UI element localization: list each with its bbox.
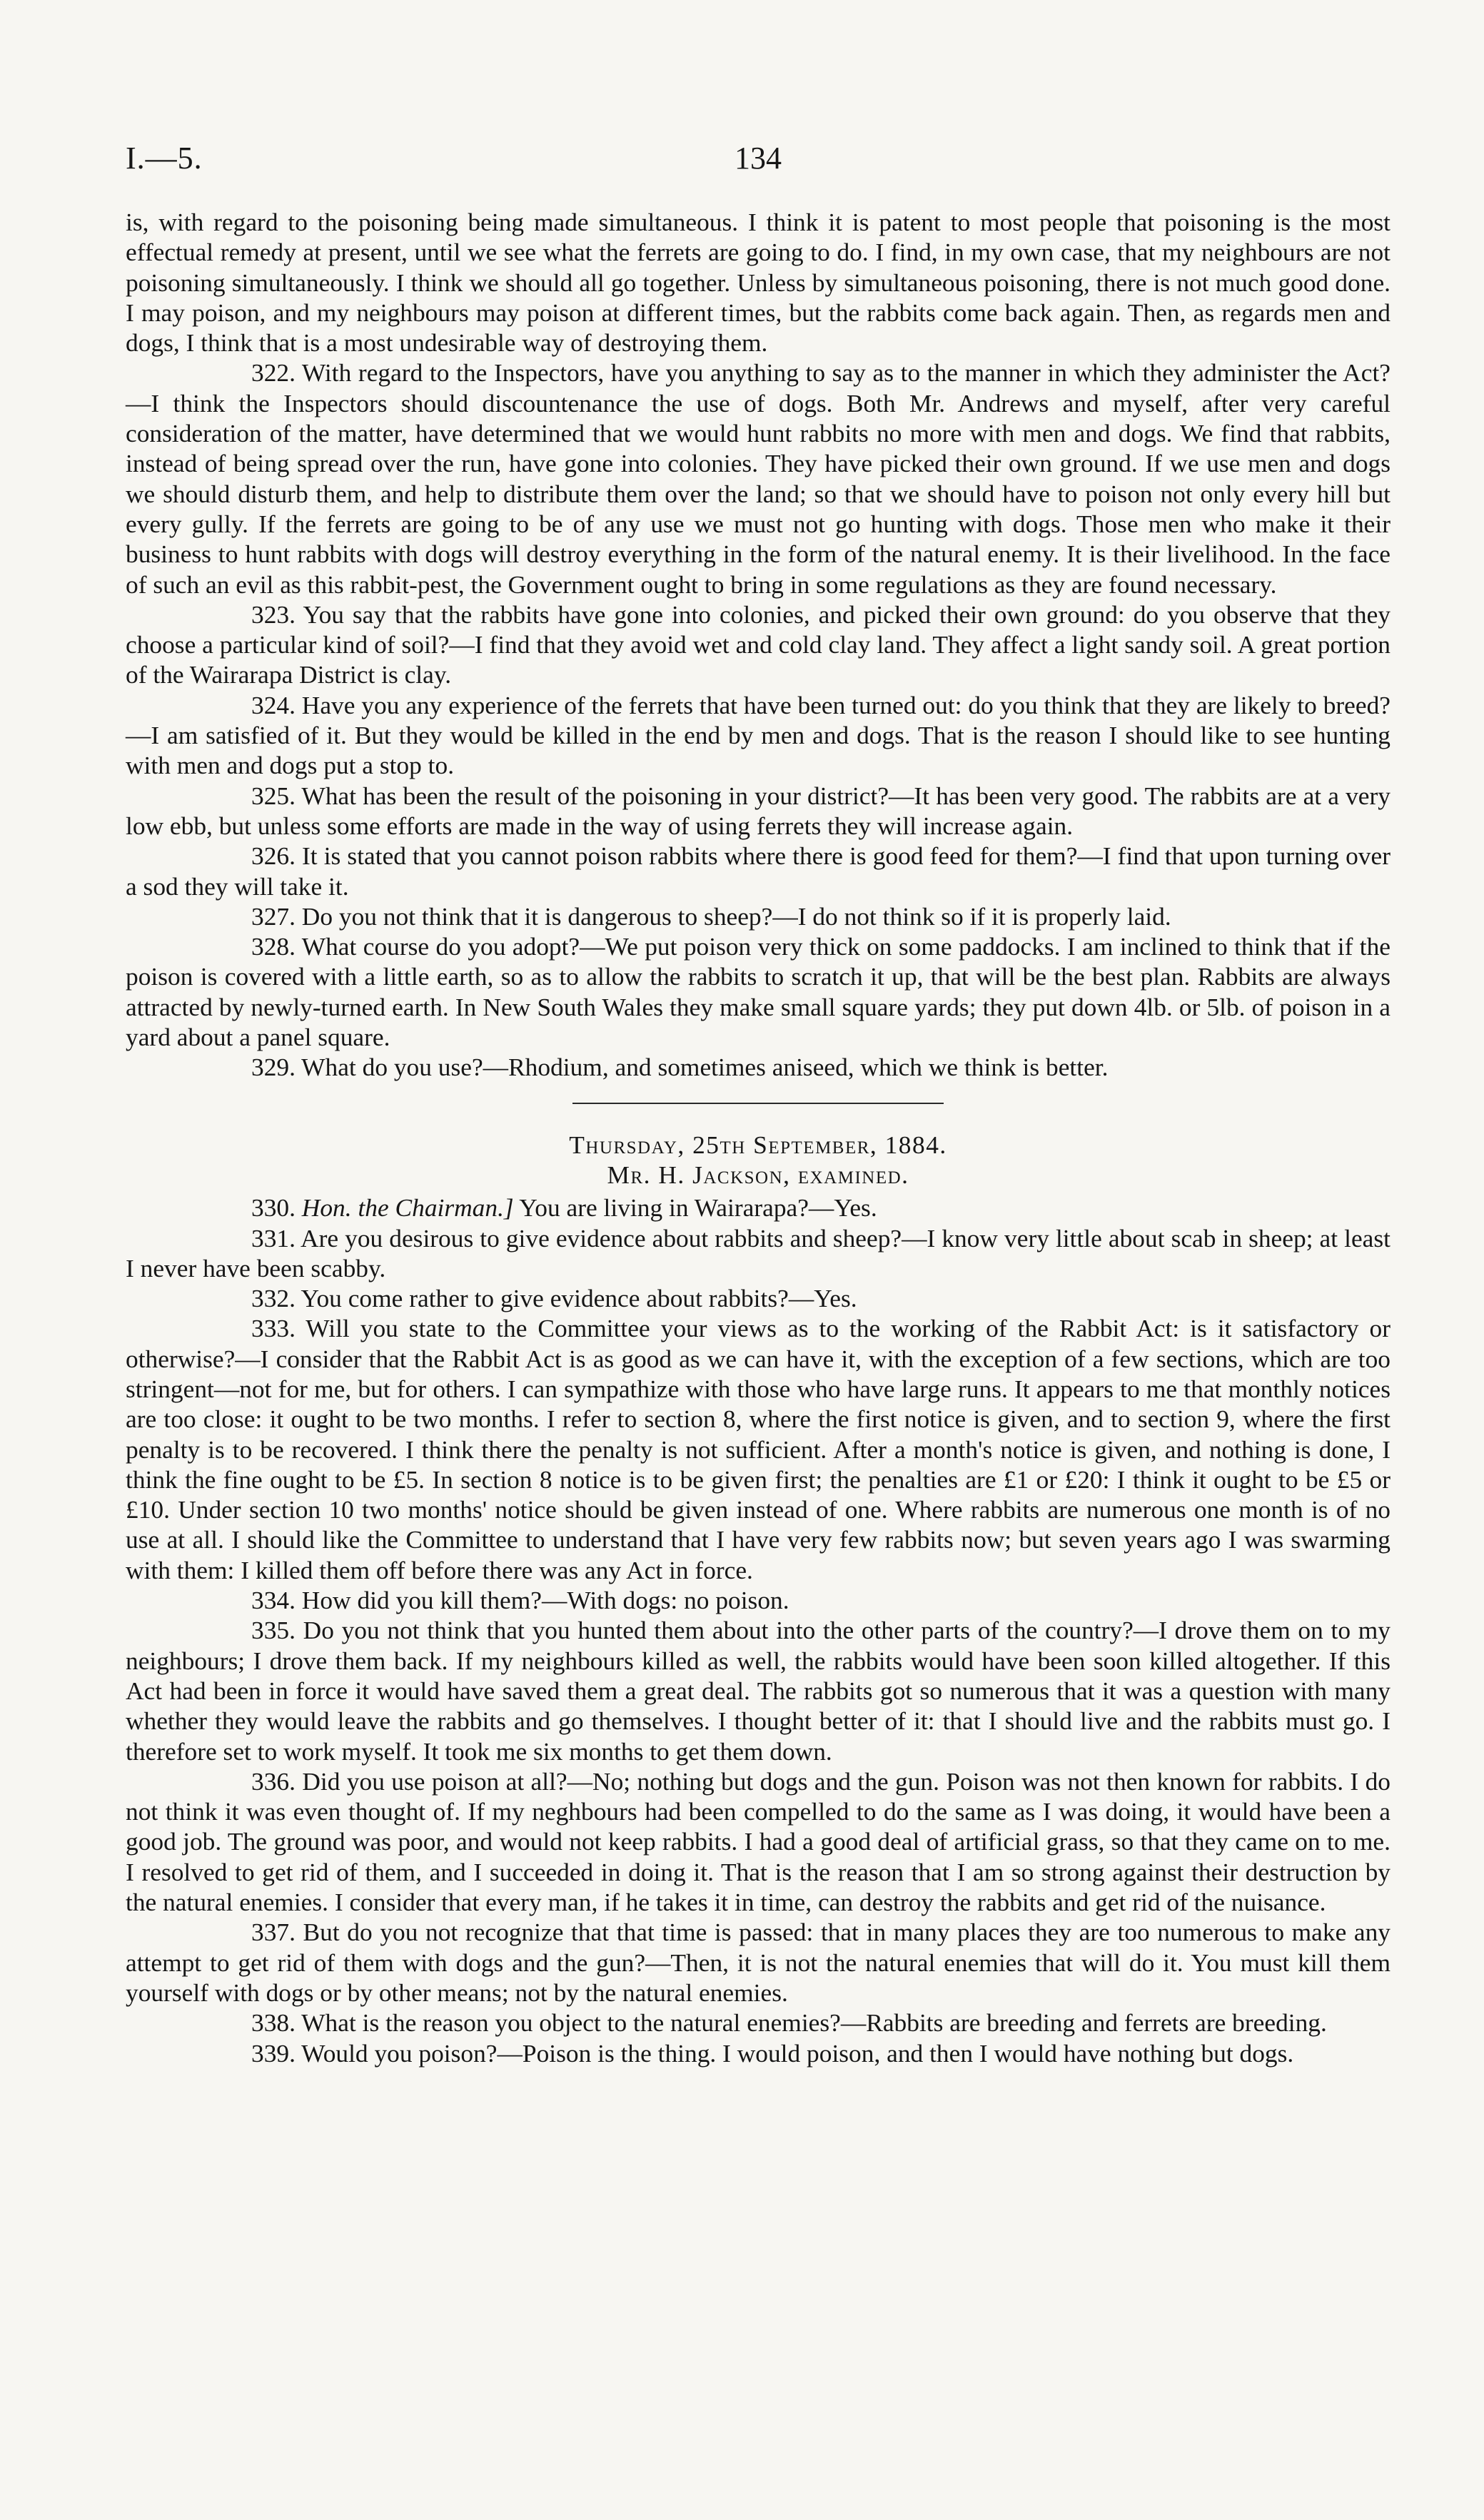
paragraph: 332. You come rather to give evidence about rabbits?—Yes. [251, 1284, 857, 1313]
paragraph: 325. What has been the result of the poisoning in your district?—It has been very good. The rabbits are at a very low ebb, but unless some efforts are made in the way of using ferrets they will increase again. [126, 781, 1390, 840]
question-text: You are living in Wairarapa?—Yes. [519, 1193, 877, 1223]
document-body [126, 207, 1390, 2068]
paragraph: 329. What do you use?—Rhodium, and sometimes aniseed, which we think is better. [251, 1053, 1109, 1082]
page-number: 134 [735, 141, 782, 176]
page-header [126, 140, 1390, 183]
document-reference: I.—5. [126, 141, 203, 176]
paragraph: is, with regard to the poisoning being made simultaneous. I think it is patent to most people that poisoning is the most effectual remedy at present, until we see what the ferrets are going to do. I find, in my own case, that my neighbours are not poisoning simultaneously. I think we should all go together. Unless by simultaneous poisoning, there is not much good done. I may poison, and my neighbours may poison at different times, but the rabbits come back again. Then, as regards men and dogs, I think that is a most undesirable way of destroying them. [126, 208, 1390, 358]
paragraph: 338. What is the reason you object to the natural enemies?—Rabbits are breeding and ferrets are breeding. [251, 2008, 1327, 2038]
question-number: 330. [251, 1193, 296, 1223]
speaker-label: Hon. the Chairman.] [301, 1193, 514, 1223]
paragraph [126, 1193, 1390, 1223]
paragraph: 322. With regard to the Inspectors, have you anything to say as to the manner in which they administer the Act?—I think the Inspectors should discountenance the use of dogs. Both Mr. Andrews and myself, after very careful consideration of the matter, have determined that we would hunt rabbits no more with men and dogs. We find that rabbits, instead of being spread over the run, have gone into colonies. They have picked their own ground. If we use men and dogs we should disturb them, and help to distribute them over the land; so that we should have to poison not only every hill but every gully. If the ferrets are going to be of any use we must not go hunting with dogs. Those men who make it their business to hunt rabbits with dogs will destroy everything in the form of the natural enemy. It is their livelihood. In the face of such an evil as this rabbit-pest, the Government ought to bring in some regulations as they are found necessary. [126, 358, 1390, 599]
paragraph: 336. Did you use poison at all?—No; nothing but dogs and the gun. Poison was not then known for rabbits. I do not think it was even thought of. If my neghbours had been compelled to do the same as I was doing, it would have been a good job. The ground was poor, and would not keep rabbits. I had a good deal of artificial grass, so that they came on to me. I resolved to get rid of them, and I succeeded in doing it. That is the reason that I am so strong against their destruction by the natural enemies. I consider that every man, if he takes it in time, can destroy the rabbits and get rid of the nuisance. [126, 1766, 1390, 1917]
paragraph: 333. Will you state to the Committee your views as to the working of the Rabbit Act: is it satisfactory or otherwise?—I consider that the Rabbit Act is as good as we can have it, with the exception of a few sections, which are too stringent—not for me, but for others. I can sympathize with those who have large runs. It appears to me that monthly notices are too close: it ought to be two months. I refer to section 8, where the first notice is given, and to section 9, where the first penalty is to be recovered. I think there the penalty is not sufficient. After a month's notice is given, and nothing is done, I think the fine ought to be £5. In section 8 notice is to be given first; the penalties are £1 or £20: I think it ought to be £5 or £10. Under section 10 two months' notice should be given instead of one. Where rabbits are numerous one month is of no use at all. I should like the Committee to understand that I have very few rabbits now; but seven years ago I was swarming with them: I killed them off before there was any Act in force. [126, 1314, 1390, 1584]
paragraph: 339. Would you poison?—Poison is the thing. I would poison, and then I would have nothing but dogs. [251, 2038, 1294, 2068]
session-date: Thursday, 25th September, 1884. [569, 1130, 947, 1159]
paragraph: 326. It is stated that you cannot poison rabbits where there is good feed for them?—I find that upon turning over a sod they will take it. [126, 841, 1390, 901]
paragraph: 323. You say that the rabbits have gone into colonies, and picked their own ground: do you observe that they choose a particular kind of soil?—I find that they avoid wet and cold clay land. They affect a light sandy soil. A great portion of the Wairarapa District is clay. [126, 599, 1390, 689]
paragraph: 324. Have you any experience of the ferrets that have been turned out: do you think that they are likely to breed?—I am satisfied of it. But they would be killed in the end by men and dogs. That is the reason I should like to see hunting with men and dogs put a stop to. [126, 690, 1390, 780]
witness-heading: Mr. H. Jackson, examined. [607, 1160, 909, 1189]
paragraph: 337. But do you not recognize that that time is passed: that in many places they are too numerous to make any attempt to get rid of them with dogs and the gun?—Then, it is not the natural enemies that will do it. You must kill them yourself with dogs or by other means; not by the natural enemies. [126, 1918, 1390, 2007]
paragraph: 327. Do you not think that it is dangerous to sheep?—I do not think so if it is properly laid. [251, 901, 1171, 931]
section-divider [572, 1103, 944, 1104]
paragraph: 331. Are you desirous to give evidence about rabbits and sheep?—I know very little about scab in sheep; at least I never have been scabby. [126, 1223, 1390, 1282]
paragraph: 334. How did you kill them?—With dogs: no poison. [251, 1586, 789, 1615]
paragraph: 335. Do you not think that you hunted them about into the other parts of the country?—I drove them on to my neighbours; I drove them back. If my neighbours killed as well, the rabbits would have been soon killed altogether. If this Act had been in force it would have saved them a great deal. The rabbits got so numerous that it was a question with many whether they would leave the rabbits and go themselves. I thought better of it: that I should live and the rabbits must go. I therefore set to work myself. It took me six months to get them down. [126, 1616, 1390, 1766]
paragraph: 328. What course do you adopt?—We put poison very thick on some paddocks. I am inclined to think that if the poison is covered with a little earth, so as to allow the rabbits to scratch it up, that will be the best plan. Rabbits are always attracted by newly-turned earth. In New South Wales they make small square yards; they put down 4lb. or 5lb. of poison in a yard about a panel square. [126, 932, 1390, 1052]
